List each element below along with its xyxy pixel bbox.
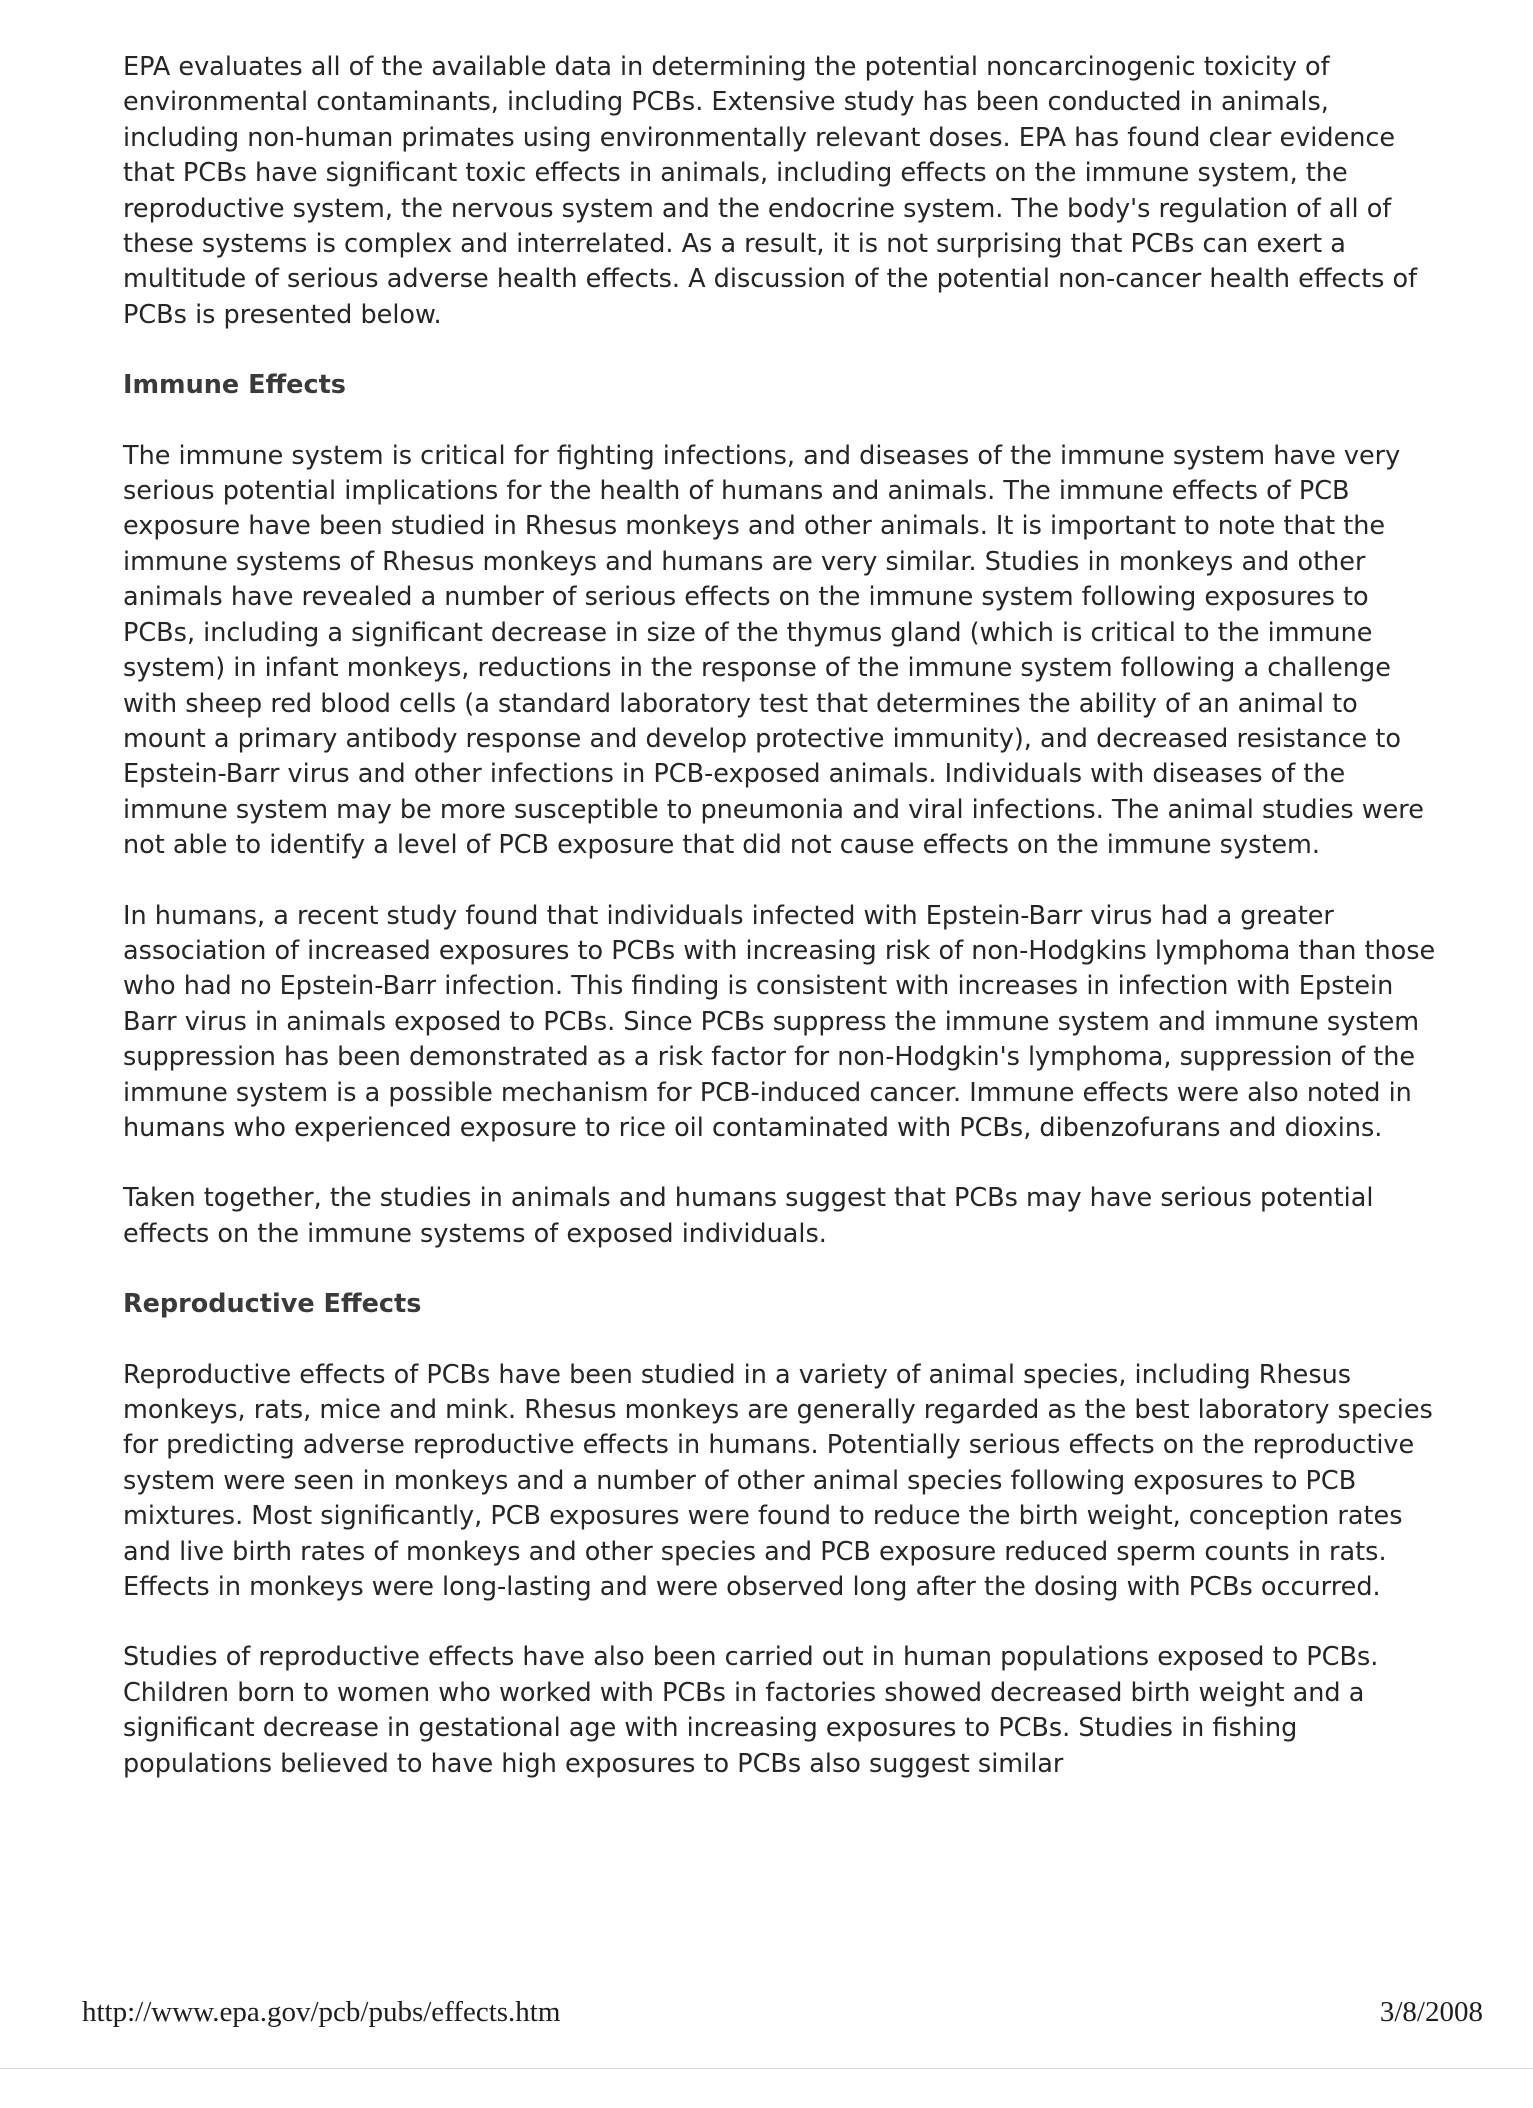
document-body <box>123 50 1448 1817</box>
reproductive-paragraph-2: Studies of reproductive effects have also been carried out in human populations exposed to PCBs. Children born to women who worked with PCBs in factories showed decreased birth weight and a significant decrease in gestational age with increasing exposures to PCBs. Studies in fishing populations believed to have high exposures to PCBs also suggest similar <box>123 1642 1379 1779</box>
footer-date: 3/8/2008 <box>1379 1996 1483 2028</box>
page-bottom-divider <box>0 2068 1533 2069</box>
immune-paragraph-2: In humans, a recent study found that individuals infected with Epstein-Barr virus had a greater association of increased exposures to PCBs with increasing risk of non-Hodgkins lymphoma than those who had no Epstein-Barr infection. This finding is consistent with increases in infection with Epstein Barr virus in animals exposed to PCBs. Since PCBs suppress the immune system and immune system suppression has been demonstrated as a risk factor for non-Hodgkin's lymphoma, suppression of the immune system is a possible mechanism for PCB-induced cancer. Immune effects were also noted in humans who experienced exposure to rice oil contaminated with PCBs, dibenzofurans and dioxins. <box>123 900 1436 1143</box>
footer-url: http://www.epa.gov/pcb/pubs/effects.htm <box>82 1996 561 2028</box>
immune-paragraph-3: Taken together, the studies in animals and humans suggest that PCBs may have serious potential effects on the immune systems of exposed individuals. <box>123 1183 1374 1249</box>
immune-paragraph-1: The immune system is critical for fighting infections, and diseases of the immune system have very serious potential implications for the health of humans and animals. The immune effects of PCB exposure have been studied in Rhesus monkeys and other animals. It is important to note that the immune systems of Rhesus monkeys and humans are very similar. Studies in monkeys and other animals have revealed a number of serious effects on the immune system following exposures to PCBs, including a significant decrease in size of the thymus gland (which is critical to the immune system) in infant monkeys, reductions in the response of the immune system following a challenge with sheep red blood cells (a standard laboratory test that determines the ability of an animal to mount a primary antibody response and develop protective immunity), and decreased resistance to Epstein-Barr virus and other infections in PCB-exposed animals. Individuals with diseases of the immune system may be more susceptible to pneumonia and viral infections. The animal studies were not able to identify a level of PCB exposure that did not cause effects on the immune system. <box>123 440 1424 861</box>
reproductive-effects-heading: Reproductive Effects <box>123 1289 422 1320</box>
reproductive-paragraph-1: Reproductive effects of PCBs have been studied in a variety of animal species, including Rhesus monkeys, rats, mice and mink. Rhesus monkeys are generally regarded as the best laboratory species for predicting adverse reproductive effects in humans. Potentially serious effects on the reproductive system were seen in monkeys and a number of other animal species following exposures to PCB mixtures. Most significantly, PCB exposures were found to reduce the birth weight, conception rates and live birth rates of monkeys and other species and PCB exposure reduced sperm counts in rats. Effects in monkeys were long-lasting and were observed long after the dosing with PCBs occurred. <box>123 1359 1433 1603</box>
immune-effects-heading: Immune Effects <box>123 370 346 401</box>
intro-paragraph: EPA evaluates all of the available data in determining the potential noncarcinogenic toxicity of environmental contaminants, including PCBs. Extensive study has been conducted in animals, including non-human primates using environmentally relevant doses. EPA has found clear evidence that PCBs have significant toxic effects in animals, including effects on the immune system, the reproductive system, the nervous system and the endocrine system. The body's regulation of all of these systems is complex and interrelated. As a result, it is not surprising that PCBs can exert a multitude of serious adverse health effects. A discussion of the potential non-cancer health effects of PCBs is presented below. <box>123 52 1418 330</box>
